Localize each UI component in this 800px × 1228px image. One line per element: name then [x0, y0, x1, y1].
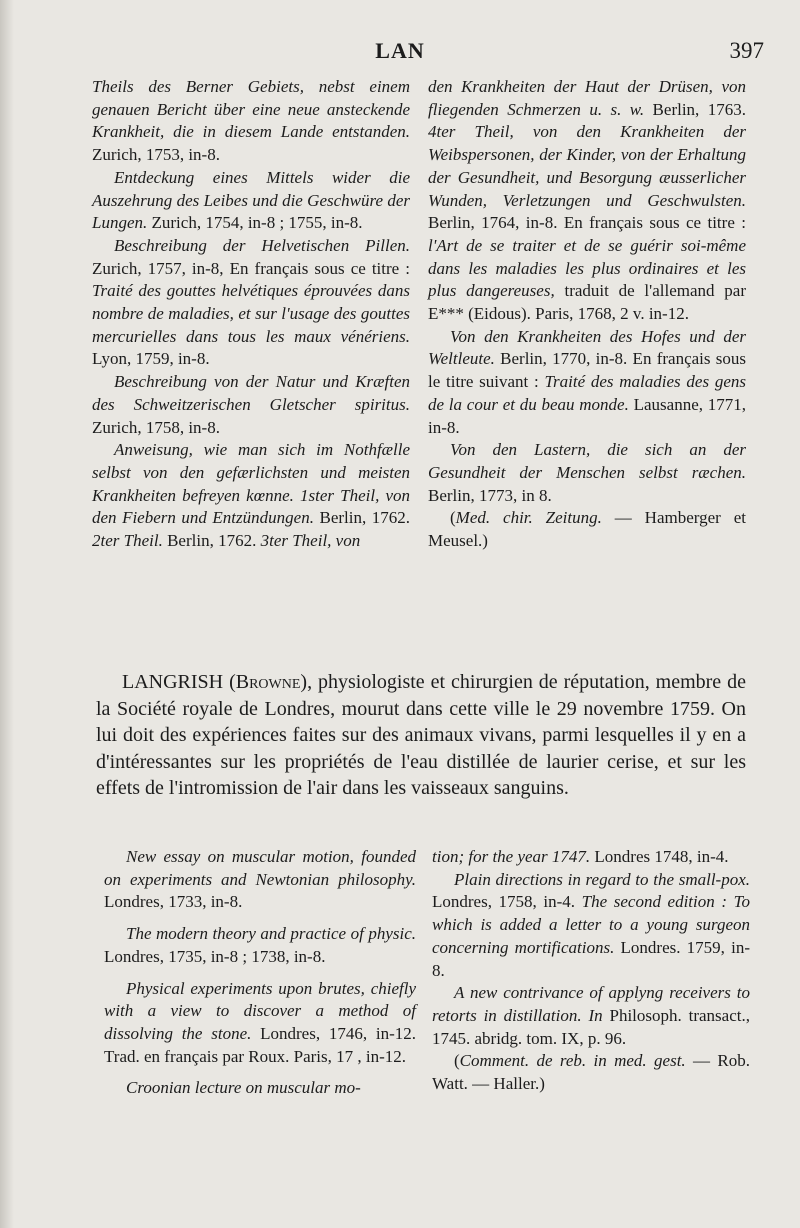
entry: A new contrivance of applyng receivers to retorts in distillation. In Philosoph. transact., 1745. abridg. tom. IX, p. 96.: [432, 983, 750, 1048]
page-header: [0, 36, 800, 66]
entry-given-name: Browne: [235, 671, 301, 693]
entry: New essay on muscular motion, founded on experiments and Newtonian philosophy. Londres, 1733, in-8.: [104, 847, 416, 912]
entry: den Krankheiten der Haut der Drüsen, von fliegenden Schmerzen u. s. w. Berlin, 1763. 4ter Theil, von den Krankheiten der Weibspersonen, der Kinder, von der Erhaltung der Gesundheit, und Besorgung æusserlicher Wunden, Verletzungen und Geschwulsten. Berlin, 1764, in-8. En français sous ce titre : l'Art de se traiter et de se guérir soi-même dans les maladies les plus ordinaires et les plus dangereuses, traduit de l'allemand par E*** (Eidous). Paris, 1768, 2 v. in-12.: [428, 77, 746, 324]
biography-entry: LANGRISH (Browne), physiologiste et chirurgien de réputation, membre de la Société royale de Londres, mourut dans cette ville le 29 novembre 1759. On lui doit des expériences faites sur des animaux vivans, parmi lesquelles il y en a d'intéressantes sur les propriétés de l'eau distillée de laurier cerise, et sur les effets de l'intromission de l'air dans les vaisseaux sanguins.: [96, 671, 746, 799]
entry: Physical experiments upon brutes, chiefly with a view to discover a method of dissolving the stone. Londres, 1746, in-12. Trad. en français par Roux. Paris, 17 , in-12.: [104, 978, 416, 1066]
biography-text: physiologiste et chirurgien de réputation, membre de la Société royale de Londres, mourut dans cette ville le 29 novembre 1759. On lui doit des expériences faites sur des animaux vivans, parmi lesquelles il y en a d'intéressantes sur les propriétés de l'eau distillée de laurier cerise, et sur les effets de l'intromission de l'air dans les vaisseaux sanguins.: [96, 671, 746, 799]
entry-name: LANGRISH: [122, 671, 224, 693]
column-left-top: [92, 76, 410, 553]
entry: Beschreibung von der Natur und Kræften des Schweitzerischen Gletscher spiritus. Zurich, 1758, in-8.: [92, 372, 410, 437]
source-note: (Comment. de reb. in med. gest. — Rob. Watt. — Haller.): [432, 1051, 750, 1094]
column-left-bottom: [104, 846, 416, 1100]
entry: Anweisung, wie man sich im Nothfælle selbst von den gefærlichsten und meisten Krankheiten befreyen kœnne. 1ster Theil, von den Fiebern und Entzündungen. Berlin, 1762. 2ter Theil. Berlin, 1762. 3ter Theil, von: [92, 440, 410, 551]
entry: tion; for the year 1747. Londres 1748, in-4.: [432, 847, 729, 866]
column-right-bottom: [432, 846, 750, 1096]
entry: Von den Lastern, die sich an der Gesundheit der Menschen selbst ræchen. Berlin, 1773, in 8.: [428, 440, 746, 505]
running-head: LAN: [375, 38, 425, 63]
source-note: (Med. chir. Zeitung. — Hamberger et Meusel.): [428, 508, 746, 551]
entry: Theils des Berner Gebiets, nebst einem genauen Bericht über eine neue ansteckende Krankheit, die in diesem Lande entstanden. Zurich, 1753, in-8.: [92, 77, 410, 165]
page-number: 397: [729, 38, 764, 63]
column-right-top: [428, 76, 746, 553]
page-edge: [0, 0, 14, 1228]
entry: Croonian lecture on muscular mo-: [126, 1078, 361, 1098]
entry: Plain directions in regard to the small-pox. Londres, 1758, in-4. The second edition : To which is added a letter to a young surgeon concerning mortifications. Londres. 1759, in-8.: [432, 869, 751, 980]
entry: The modern theory and practice of physic. Londres, 1735, in-8 ; 1738, in-8.: [104, 924, 416, 966]
entry: Entdeckung eines Mittels wider die Auszehrung des Leibes und die Geschwüre der Lungen. Zurich, 1754, in-8 ; 1755, in-8.: [92, 167, 410, 233]
entry: Beschreibung der Helvetischen Pillen. Zurich, 1757, in-8, En français sous ce titre : Traité des gouttes helvétiques éprouvées dans nombre de maladies, et sur l'usage des gouttes mercurielles dans tous les maux vénériens. Lyon, 1759, in-8.: [92, 235, 410, 369]
entry: Von den Krankheiten des Hofes und der Weltleute. Berlin, 1770, in-8. En français sous le titre suivant : Traité des maladies des gens de la cour et du beau monde. Lausanne, 1771, in-8.: [428, 326, 746, 437]
